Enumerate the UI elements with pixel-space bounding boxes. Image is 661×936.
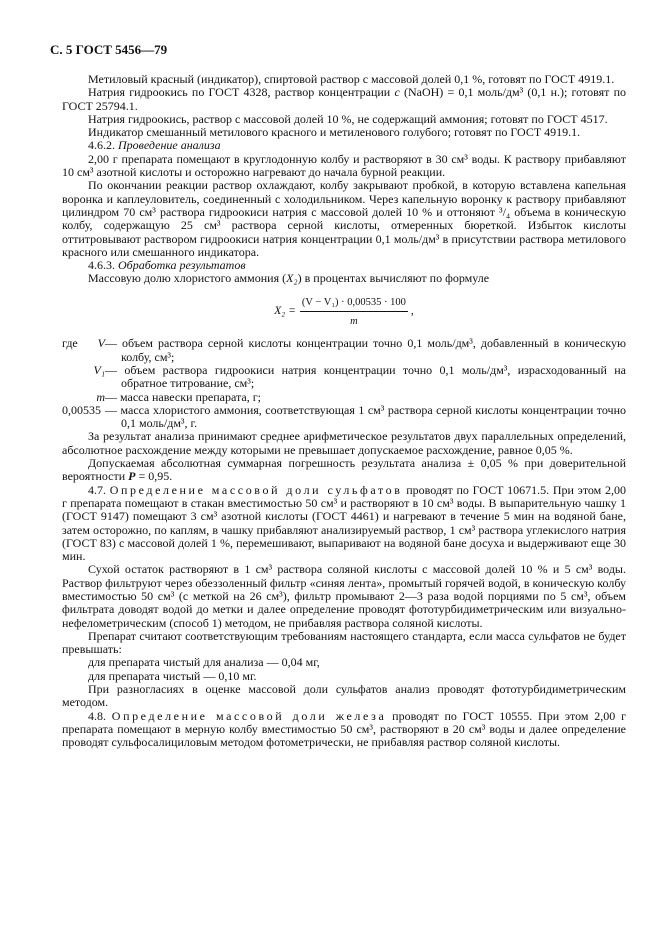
legend-text: — объем раствора серной кислоты концентрации точно 0,1 моль/дм³, добавленный в коническую колбу, см³; bbox=[105, 336, 626, 364]
section-number: 4.7. bbox=[88, 482, 110, 497]
fraction bbox=[300, 296, 408, 329]
legend-text: — масса навески препарата, г; bbox=[105, 389, 261, 404]
legend-symbol: 0,00535 bbox=[62, 402, 101, 417]
symbol: P bbox=[128, 469, 136, 484]
paragraph bbox=[62, 457, 626, 484]
text: проводят по ГОСТ 10671.5. При этом 2,00 г препарата помещают в стакан вместимостью 50 см³ и растворяют в 10 см³ воды. В выпарительную чашку 1 (ГОСТ 9147) помещают 3 см³ азотной кислоты (ГОСТ 4461) и нагревают в течение 5 мин на водяной бане, затем осторожно, по каплям, в чашку прибавляют анализируемый раствор, 1 см³ раствора углекислого натрия (ГОСТ 83) с массовой долей 1 %, перемешивают, выпаривают на водяной бане досуха и выдерживают еще 30 мин. bbox=[62, 482, 626, 564]
paragraph bbox=[62, 272, 626, 285]
text: = 0,95. bbox=[135, 469, 173, 484]
section-heading bbox=[62, 139, 626, 152]
paragraph: За результат анализа принимают среднее арифметическое результатов двух параллельных определений, абсолютное расхождение между которыми не превышает допускаемое расхождение, равное 0,05 %. bbox=[62, 429, 626, 457]
text: Массовую долю хлористого аммония ( bbox=[88, 271, 287, 286]
legend-item bbox=[62, 404, 626, 431]
formula-lhs: X₂ = bbox=[274, 305, 296, 318]
where-label: где bbox=[62, 336, 78, 351]
legend-item bbox=[62, 364, 626, 391]
legend-item bbox=[62, 337, 626, 364]
document-body bbox=[62, 73, 626, 750]
formula-numerator: (V − V₁) · 0,00535 · 100 bbox=[300, 296, 408, 312]
paragraph: При разногласиях в оценке массовой доли сульфатов анализ проводят фототурбидиметрическим методом. bbox=[62, 682, 626, 710]
formula-denominator: m bbox=[350, 316, 358, 328]
text: ) в процентах вычисляют по формуле bbox=[297, 271, 490, 286]
section-number: 4.8. bbox=[88, 708, 112, 723]
text: проводят по ГОСТ 10555. При этом 2,00 г препарата помещают в мерную колбу вместимостью 50 см³, растворяют в 20 см³ воды и далее определение проводят сульфосалициловым методом фотометрически, не прибавляя раствор соляной кислоты. bbox=[62, 708, 627, 750]
paragraph: По окончании реакции раствор охлаждают, колбу закрывают пробкой, в которую вставлена капельная воронка и каплеуловитель, соединенный с холодильником. Через капельную воронку к раствору прибавляют цилиндром 70 см³ раствора гидроокиси натрия с массовой долей 10 % и оттоняют ³/₄ объема в коническую колбу, содержащую 25 см³ раствора серной кислоты, отмеренных бюреткой. Избыток кислоты оттитровывают раствором гидроокиси натрия концентрации 0,1 моль/дм³ в присутствии раствора метилового красного или смешанного индикатора. bbox=[62, 178, 626, 259]
section-heading bbox=[62, 259, 626, 272]
symbol: X₂ bbox=[286, 271, 298, 286]
paragraph bbox=[62, 86, 626, 113]
paragraph: 2,00 г препарата помещают в круглодонную колбу и растворяют в 30 см³ воды. К раствору прибавляют 10 см³ азотной кислоты и осторожно нагревают до начала бурной реакции. bbox=[62, 151, 626, 180]
formula bbox=[62, 296, 626, 329]
page-header: С. 5 ГОСТ 5456—79 bbox=[50, 42, 168, 57]
legend-text: — объем раствора гидроокиси натрия концентрации точно 0,1 моль/дм³, израсходованный на обратное титрование, см³; bbox=[105, 362, 626, 391]
text: Допускаемая абсолютная суммарная погрешность результата анализа ± 0,05 % при доверительной вероятности bbox=[62, 456, 626, 484]
text: (NaOH) = 0,1 моль/дм³ (0,1 н.); готовят по ГОСТ 25794.1. bbox=[62, 85, 627, 113]
legend-text: — масса хлористого аммония, соответствующая 1 см³ раствора серной кислоты концентрации точно 0,1 моль/дм³, г. bbox=[105, 402, 626, 431]
section-4-8 bbox=[62, 710, 626, 750]
legend-symbol: V₁ bbox=[93, 362, 105, 377]
paragraph: Сухой остаток растворяют в 1 см³ раствора соляной кислоты с массовой долей 10 % и 5 см³ воды. Раствор фильтруют через обеззоленный фильтр «синяя лента», промытый горячей водой, в коническую колбу вместимостью 50 см³ (с меткой на 26 см³), фильтр промывают 2—3 раза водой порциями по 5 см³, объем фильтрата доводят водой до метки и далее определение проводят фототурбидиметрическим или визуально-нефелометрическим (способ 1) методом, не прибавляя раствора соляной кислоты. bbox=[62, 562, 626, 630]
paragraph: Метиловый красный (индикатор), спиртовой раствор с массовой долей 0,1 %, готовят по ГОСТ 4919.1. bbox=[88, 72, 615, 86]
paragraph: Натрия гидроокись, раствор с массовой долей 10 %, не содержащий аммония; готовят по ГОСТ 4517. bbox=[88, 111, 608, 126]
section-number: 4.6.2. bbox=[88, 138, 118, 153]
section-title: Определение массовой доли сульфатов bbox=[109, 482, 403, 497]
section-number: 4.6.3. bbox=[88, 258, 118, 273]
section-4-7 bbox=[62, 484, 626, 564]
legend-item bbox=[62, 391, 626, 404]
section-title: Обработка результатов bbox=[118, 258, 246, 273]
section-title: Определение массовой доли железа bbox=[111, 708, 387, 723]
legend-symbol: m bbox=[96, 389, 105, 404]
variable-legend bbox=[62, 337, 626, 430]
list-item: для препарата чистый для анализа — 0,04 мг, bbox=[88, 655, 320, 670]
section-title: Проведение анализа bbox=[118, 138, 221, 153]
formula-comma: , bbox=[410, 305, 414, 318]
text: Натрия гидроокись по ГОСТ 4328, раствор концентрации bbox=[88, 85, 395, 100]
legend-symbol: V bbox=[97, 336, 105, 351]
symbol: c bbox=[394, 85, 400, 100]
paragraph: Препарат считают соответствующим требованиям настоящего стандарта, если масса сульфатов не будет превышать: bbox=[62, 628, 626, 657]
list-item: для препарата чистый — 0,10 мг. bbox=[88, 668, 257, 683]
paragraph: Индикатор смешанный метилового красного и метиленового голубого; готовят по ГОСТ 4919.1. bbox=[88, 125, 581, 140]
